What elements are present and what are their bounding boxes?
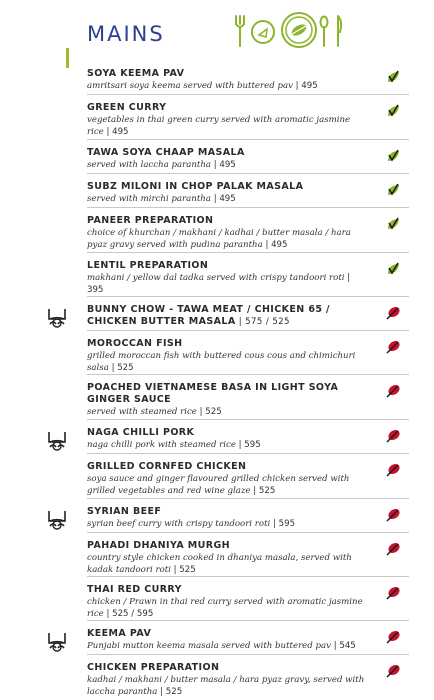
menu-item: [0, 501, 434, 535]
item-name: SUBZ MILONI IN CHOP PALAK MASALA: [87, 181, 304, 192]
item-description: [87, 473, 367, 497]
menu-item: [0, 657, 434, 697]
item-name: PAHADI DHANIYA MURGH: [87, 540, 231, 551]
item-price: | 525: [160, 687, 183, 697]
item-name: POACHED VIETNAMESE BASA IN LIGHT SOYA GINGER SAUCE: [87, 382, 339, 405]
item-price: | 525 / 595: [106, 609, 154, 619]
item-description-text: choice of khurchan / makhani / kadhai / butter masala / hara pyaz gravy served with pudina parantha: [87, 228, 351, 250]
item-price: | 595: [273, 519, 296, 529]
item-name: PANEER PREPARATION: [87, 215, 214, 226]
menu-item: [0, 377, 434, 422]
item-description: [87, 193, 367, 205]
menu-item: [0, 176, 434, 210]
item-divider: [87, 498, 409, 499]
item-divider: [87, 207, 409, 208]
item-description: [87, 596, 367, 620]
nonveg-chilli-icon: [385, 462, 401, 478]
item-name: SOYA KEEMA PAV: [87, 68, 185, 79]
chef-special-icon: [45, 631, 69, 653]
nonveg-chilli-icon: [385, 629, 401, 645]
nonveg-chilli-icon: [385, 305, 401, 321]
item-description-text: amritsari soya keema served with buttered pav: [87, 81, 293, 91]
item-description: [87, 272, 367, 296]
item-divider: [87, 330, 409, 331]
menu-item: [0, 333, 434, 377]
item-description: [87, 640, 367, 652]
menu-item: [0, 456, 434, 501]
nonveg-chilli-icon: [385, 507, 401, 523]
item-name: GREEN CURRY: [87, 102, 167, 113]
veg-leaf-icon: [386, 217, 400, 231]
item-description-text: soya sauce and ginger flavoured grilled chicken served with grilled vegetables and red wine glaze: [87, 474, 350, 496]
item-description: [87, 439, 367, 451]
chef-special-icon: [45, 430, 69, 452]
item-description: [87, 674, 367, 698]
item-price: | 525: [173, 565, 196, 575]
nonveg-chilli-icon: [385, 339, 401, 355]
item-price: | 595: [238, 440, 261, 450]
chef-special-icon: [45, 307, 69, 329]
item-description: [87, 114, 367, 138]
item-name: CHICKEN PREPARATION: [87, 662, 220, 673]
menu-item: [0, 535, 434, 579]
veg-leaf-icon: [386, 70, 400, 84]
item-name: SYRIAN BEEF: [87, 506, 162, 517]
nonveg-chilli-icon: [385, 585, 401, 601]
item-description-text: makhani / yellow dal tadka served with crispy tandoori roti: [87, 273, 345, 283]
item-description: [87, 80, 367, 92]
item-name: MOROCCAN FISH: [87, 338, 183, 349]
item-description: [87, 350, 367, 374]
item-divider: [87, 654, 409, 655]
item-description-text: kadhai / makhani / butter masala / hara pyaz gravy, served with laccha parantha: [87, 675, 365, 697]
item-divider: [87, 94, 409, 95]
item-divider: [87, 419, 409, 420]
item-name: THAI RED CURRY: [87, 584, 182, 595]
item-divider: [87, 252, 409, 253]
item-price: | 575 / 525: [235, 317, 290, 327]
item-description: [87, 406, 367, 418]
veg-leaf-icon: [386, 149, 400, 163]
item-divider: [87, 296, 409, 297]
menu-item: [0, 623, 434, 657]
item-price: | 525: [199, 407, 222, 417]
nonveg-chilli-icon: [385, 428, 401, 444]
menu-item: [0, 299, 434, 333]
item-divider: [87, 374, 409, 375]
item-name: BUNNY CHOW - TAWA MEAT / CHICKEN 65 / CHICKEN BUTTER MASALA | 575 / 525: [87, 304, 330, 327]
item-description: [87, 552, 367, 576]
item-price: | 525: [111, 363, 134, 373]
item-price: | 495: [295, 81, 318, 91]
item-price: | 495: [106, 127, 129, 137]
veg-leaf-icon: [386, 104, 400, 118]
chef-special-icon: [45, 509, 69, 531]
item-price: | 395: [87, 273, 351, 295]
item-description-text: naga chilli pork with steamed rice: [87, 440, 236, 450]
item-divider: [87, 532, 409, 533]
item-name: KEEMA PAV: [87, 628, 152, 639]
item-description-text: served with laccha parantha: [87, 160, 211, 170]
nonveg-chilli-icon: [385, 383, 401, 399]
item-description: [87, 159, 367, 171]
menu-item: [0, 210, 434, 255]
item-price: | 525: [253, 486, 276, 496]
item-description-text: served with mirchi parantha: [87, 194, 211, 204]
menu-item: [0, 142, 434, 176]
item-description-text: served with steamed rice: [87, 407, 197, 417]
item-name: LENTIL PREPARATION: [87, 260, 209, 271]
item-description-text: grilled moroccan fish with buttered cous cous and chimichuri salsa: [87, 351, 356, 373]
menu-item: [0, 422, 434, 456]
menu-item: [0, 579, 434, 623]
item-price: | 495: [213, 194, 236, 204]
item-description-text: country style chicken cooked in dhaniya masala, served with kadak tandoori roti: [87, 553, 352, 575]
menu-item: [0, 97, 434, 142]
nonveg-chilli-icon: [385, 541, 401, 557]
item-description-text: vegetables in thai green curry served with aromatic jasmine rice: [87, 115, 351, 137]
veg-leaf-icon: [386, 183, 400, 197]
veg-leaf-icon: [386, 262, 400, 276]
item-price: | 545: [333, 641, 356, 651]
menu-item: [0, 63, 434, 97]
item-price: | 495: [265, 240, 288, 250]
item-description: [87, 227, 367, 251]
item-price: | 495: [213, 160, 236, 170]
item-description-text: chicken / Prawn in thai red curry served with aromatic jasmine rice: [87, 597, 363, 619]
nonveg-chilli-icon: [385, 663, 401, 679]
item-divider: [87, 139, 409, 140]
item-name: TAWA SOYA CHAAP MASALA: [87, 147, 245, 158]
item-name: NAGA CHILLI PORK: [87, 427, 195, 438]
menu-item: [0, 255, 434, 299]
item-description-text: syrian beef curry with crispy tandoori roti: [87, 519, 271, 529]
item-description: [87, 518, 367, 530]
item-name: GRILLED CORNFED CHICKEN: [87, 461, 247, 472]
item-divider: [87, 576, 409, 577]
item-divider: [87, 173, 409, 174]
item-divider: [87, 453, 409, 454]
plate-cutlery-icon: [232, 10, 352, 50]
item-divider: [87, 620, 409, 621]
section-title: MAINS: [87, 22, 165, 46]
item-description-text: Punjabi mutton keema masala served with buttered pav: [87, 641, 331, 651]
